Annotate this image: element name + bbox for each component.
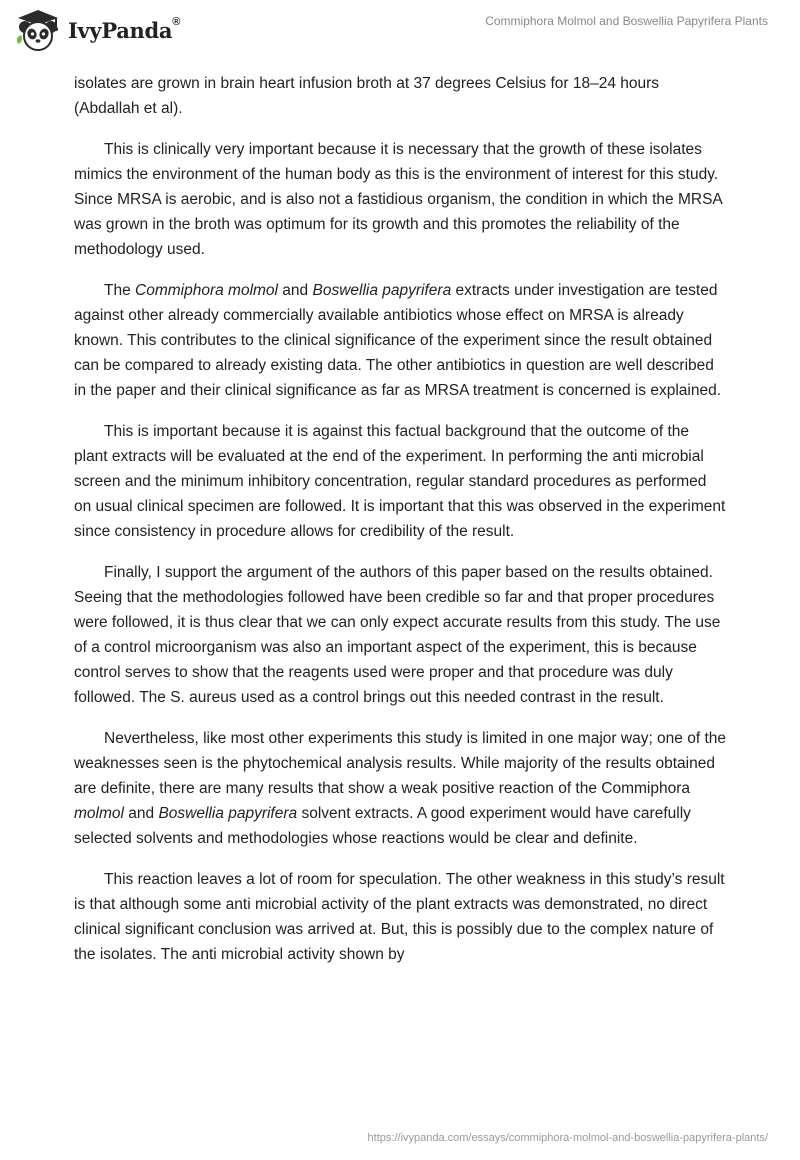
paragraph: This is important because it is against this factual background that the outcome of the plant extracts will be evaluated at the end of the experiment. In performing the anti microbial screen and the minimum inhibitory concentration, regular standard procedures as performed on usual clinical specimen are followed. It is important that this was observed in the experiment since consistency in procedure allows for credibility of the result. xyxy=(74,423,726,540)
paragraph: Nevertheless, like most other experiments this study is limited in one major way; one of the weaknesses seen is the phytochemical analysis results. While majority of the results obtained are definite, there are many results that show a weak positive reaction of the Commiphora molmol and Boswellia papyrifera solvent extracts. A good experiment would have carefully selected solvents and methodologies whose reactions would be clear and definite. xyxy=(74,730,726,847)
paragraph: isolates are grown in brain heart infusion broth at 37 degrees Celsius for 18–24 hours (Abdallah et al). xyxy=(74,75,660,117)
page-header xyxy=(0,0,800,70)
panda-logo-icon xyxy=(14,8,62,52)
document-title: Commiphora Molmol and Boswellia Papyrifera Plants xyxy=(485,14,768,28)
paragraph: This reaction leaves a lot of room for speculation. The other weakness in this study’s result is that although some anti microbial activity of the plant extracts was demonstrated, no direct clinical significant conclusion was arrived at. But, this is possibly due to the complex nature of the isolates. The anti microbial activity shown by xyxy=(74,871,725,963)
species-name: molmol xyxy=(74,805,124,822)
paragraph: This is clinically very important because it is necessary that the growth of these isolates mimics the environment of the human body as this is the environment of interest for this study. Since MRSA is aerobic, and is also not a fastidious organism, the condition in which the MRSA was grown in the broth was optimum for its growth and this promotes the reliability of the methodology used. xyxy=(74,141,722,258)
species-name: Boswellia papyrifera xyxy=(158,805,298,822)
ivypanda-logo[interactable] xyxy=(14,8,180,52)
registered-mark: ® xyxy=(172,15,181,28)
species-name: Boswellia papyrifera xyxy=(312,282,452,299)
paragraph: The Commiphora molmol and Boswellia papyrifera extracts under investigation are tested against other already commercially available antibiotics whose effect on MRSA is already known. This contributes to the clinical significance of the experiment since the result obtained can be compared to already existing data. The other antibiotics in question are well described in the paper and their clinical significance as far as MRSA treatment is concerned is explained. xyxy=(74,282,722,399)
species-name: Commiphora molmol xyxy=(135,282,278,299)
logo-wordmark: IvyPanda® xyxy=(68,15,181,43)
paragraph: Finally, I support the argument of the authors of this paper based on the results obtained. Seeing that the methodologies followed have been credible so far and that proper procedures were followed, it is thus clear that we can only expect accurate results from this study. The use of a control microorganism was also an important aspect of the experiment, this is because control serves to show that the reagents used were proper and that procedure was duly followed. The S. aureus used as a control brings out this needed contrast in the result. xyxy=(74,564,721,706)
source-url-link[interactable]: https://ivypanda.com/essays/commiphora-molmol-and-boswellia-papyrifera-plants/ xyxy=(367,1132,768,1144)
essay-body xyxy=(74,71,726,983)
